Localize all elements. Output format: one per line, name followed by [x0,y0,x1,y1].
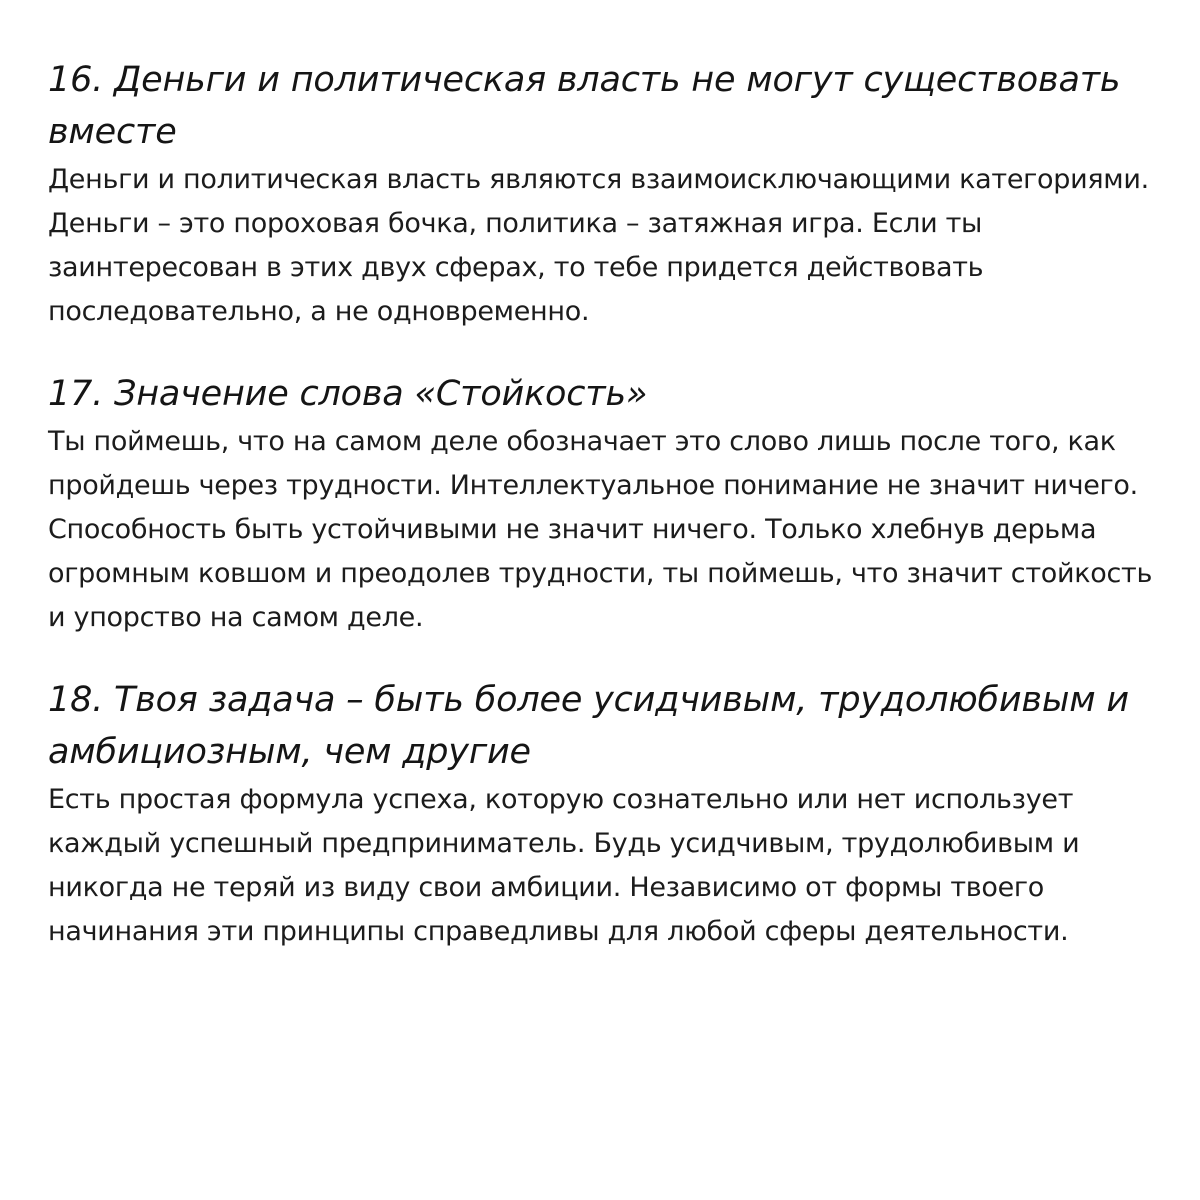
section-body: Деньги и политическая власть являются взаимоисключающими категориями. Деньги – это пороховая бочка, политика – затяжная игра. Если ты заинтересован в этих двух сферах, то тебе придется действовать последовательно, а не одновременно. [48,164,1149,327]
section-body: Ты поймешь, что на самом деле обозначает это слово лишь после того, как пройдешь через трудности. Интеллектуальное понимание не значит ничего. Способность быть устойчивыми не значит ничего. Только хлебнув дерьма огромным ковшом и преодолев трудности, ты поймешь, что значит стойкость и упорство на самом деле. [48,426,1153,633]
section-body: Есть простая формула успеха, которую сознательно или нет использует каждый успешный предприниматель. Будь усидчивым, трудолюбивым и никогда не теряй из виду свои амбиции. Независимо от формы твоего начинания эти принципы справедливы для любой сферы деятельности. [48,784,1080,947]
section-title: 16. Деньги и политическая власть не могут существовать вместе [48,60,1121,152]
section-16 [48,54,1158,334]
section-title: 18. Твоя задача – быть более усидчивым, трудолюбивым и амбициозным, чем другие [48,680,1129,772]
section-17 [48,368,1158,640]
article-page [48,54,1158,988]
section-title: 17. Значение слова «Стойкость» [48,374,648,414]
section-18 [48,674,1158,954]
